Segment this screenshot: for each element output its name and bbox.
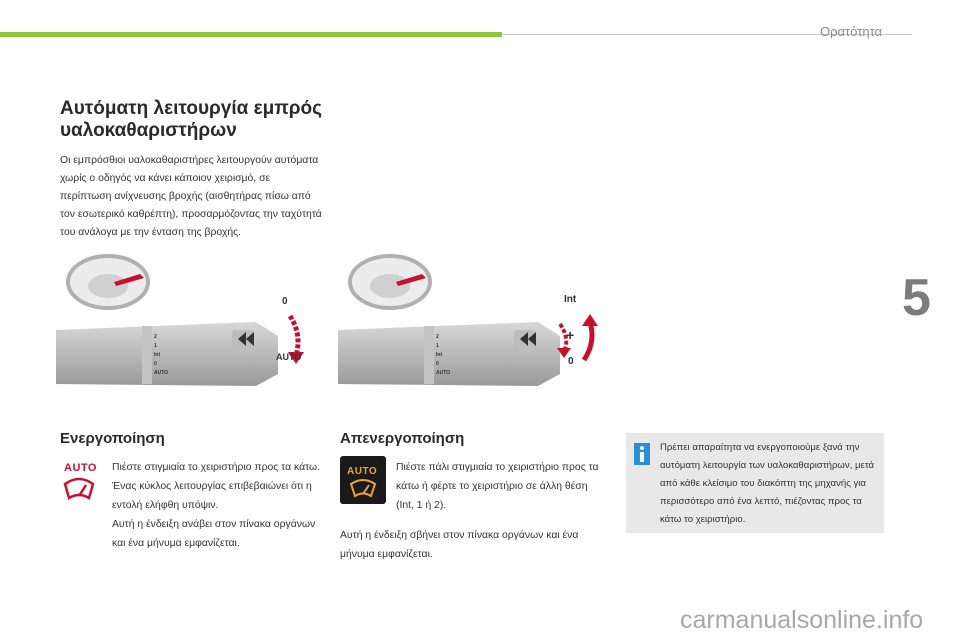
wiper-stalk-figure-activation <box>56 252 318 392</box>
position-label-bottom: 0 <box>568 356 574 367</box>
stalk-mark: 2 <box>154 334 157 340</box>
auto-off-indicator <box>340 456 386 504</box>
auto-off-label: AUTO <box>347 466 378 477</box>
info-note <box>626 433 884 533</box>
activation-text: Πιέστε στιγμιαία το χειριστήριο προς τα κάτω. Ένας κύκλος λειτουργίας επιβεβαιώνει ότι η εντολή ελήφθη υπόψιν. Αυτή η ένδειξη ανάβει στον πίνακα οργάνων και ένα μήνυμα εμφανίζεται. <box>112 462 321 549</box>
stalk-mark: Int <box>436 352 443 358</box>
stalk-mark: AUTO <box>154 370 169 376</box>
stalk-mark: 0 <box>436 361 439 367</box>
page-title: Αυτόματη λειτουργία εμπρός υαλοκαθαριστήρων <box>60 98 323 141</box>
intro-paragraph: Οι εμπρόσθιοι υαλοκαθαριστήρες λειτουργούν αυτόματα χωρίς ο οδηγός να κάνει κάποιον χειρισμό, σε περίπτωση ανίχνευσης βροχής (αισθητήρας πίσω από τον εσωτερικό καθρέπτη), προσαρμόζοντας την ταχύτητά του ανάλογα με την ένταση της βροχής. <box>60 155 322 238</box>
stalk-mark: AUTO <box>436 370 451 376</box>
wiper-stalk-figure-deactivation <box>338 252 608 392</box>
position-label-top: 0 <box>282 296 288 307</box>
position-label-top: Int <box>564 294 577 305</box>
stalk-body <box>338 322 560 386</box>
stalk-mark: 0 <box>154 361 157 367</box>
position-label-bottom: AUTO <box>276 352 302 362</box>
stalk-body <box>56 322 278 386</box>
watermark: carmanualsonline.info <box>680 606 924 634</box>
info-note-text: Πρέπει απαραίτητα να ενεργοποιούμε ξανά την αυτόματη λειτουργία των υαλοκαθαριστήρων, μετά από κάθε κλείσιμο του διακόπτη της μηχανής για περισσότερο από ένα λεπτό, πιέζοντας προς τα κάτω το χειριστήριο. <box>660 442 875 525</box>
deactivation-heading: Απενεργοποίηση <box>340 430 465 447</box>
header-accent-bar <box>0 32 502 37</box>
deactivation-text-2: Αυτή η ένδειξη σβήνει στον πίνακα οργάνων και ένα μήνυμα εμφανίζεται. <box>340 530 579 560</box>
stalk-mark: 1 <box>154 343 157 349</box>
section-title: Ορατότητα <box>820 24 883 39</box>
auto-wiper-icon <box>62 476 96 502</box>
stalk-mark: 2 <box>436 334 439 340</box>
stalk-mark: Int <box>154 352 161 358</box>
plus-icon: + <box>566 327 575 343</box>
arrow-up-icon <box>582 314 598 360</box>
info-icon <box>634 443 650 465</box>
auto-indicator-label: AUTO <box>64 462 97 474</box>
stalk-mark: 1 <box>436 343 439 349</box>
deactivation-text-1: Πιέστε πάλι στιγμιαία το χειριστήριο προς τα κάτω ή φέρτε το χειριστήριο σε άλλη θέση (Int, 1 ή 2). <box>396 462 599 511</box>
steering-wheel-icon <box>68 256 148 308</box>
activation-heading: Ενεργοποίηση <box>60 430 165 447</box>
wiper-off-icon <box>349 478 377 498</box>
chapter-number: 5 <box>902 269 931 327</box>
steering-wheel-icon <box>350 256 430 308</box>
